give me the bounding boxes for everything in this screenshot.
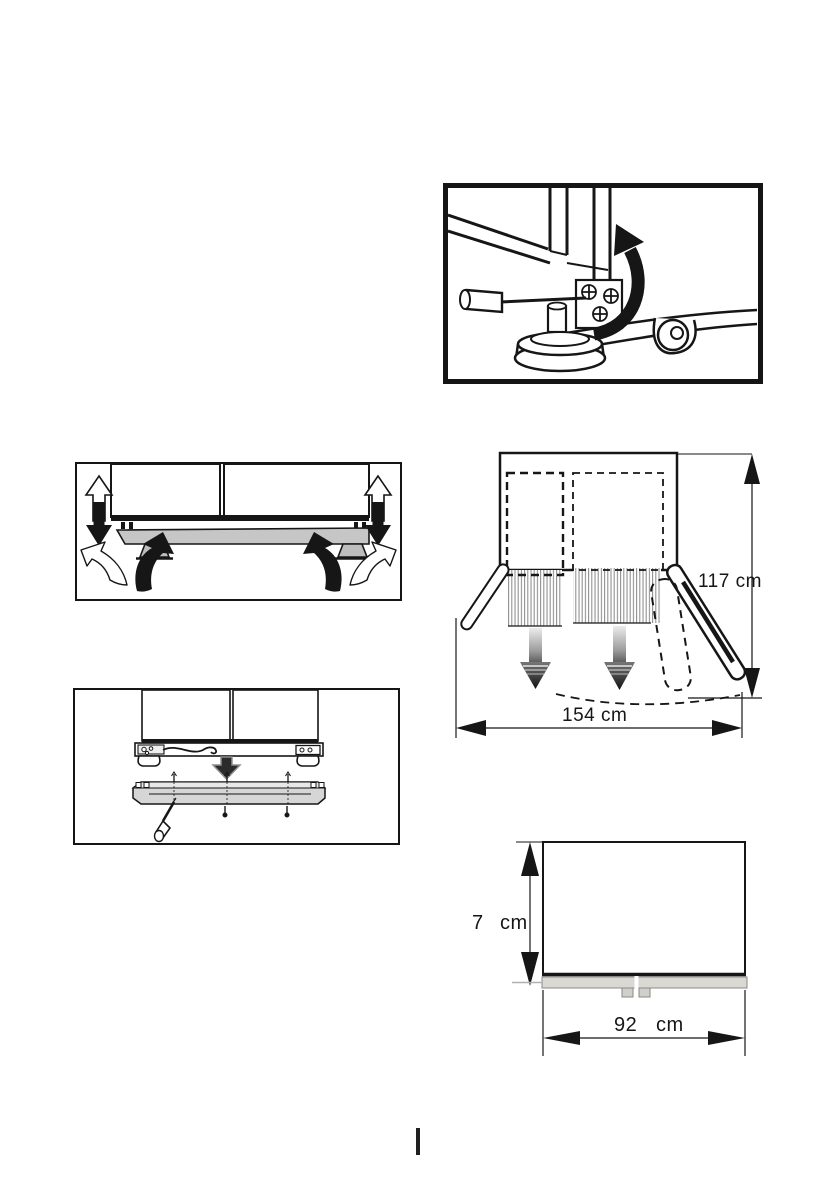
lower-arrow-icon [86,502,112,546]
width-dimension [456,618,742,738]
open-door-left [459,562,511,631]
rotate-ccw-hollow-arrow-icon [81,542,127,585]
figure-leveling-feet [75,462,402,601]
figure-base-cover-install [73,688,400,845]
leveling-feet-drawing [77,464,400,599]
figure-foot-adjustment [443,183,763,384]
height-dimension-unit: cm [500,912,528,934]
page-footer-separator [416,1128,420,1155]
fridge-base-bar [135,743,323,756]
door-sweep-shading [508,568,661,626]
height-dimension-label: 117 cm [698,571,762,592]
door-clearance-drawing [450,448,775,753]
foot-adjustment-drawing [448,188,758,379]
installation-niche-drawing [450,830,775,1065]
width-dimension [543,990,745,1056]
airflow-arrow-icon [604,626,635,690]
niche-outline [543,842,745,975]
leveling-foot [515,332,605,371]
caster-wheel-icon [654,318,696,353]
height-dimension [677,454,762,698]
height-dimension [472,842,543,986]
figure-installation-niche [450,830,775,1065]
fridge-doors [111,464,369,521]
base-strip [542,976,747,997]
width-dimension-unit: cm [656,1014,684,1036]
screw-icon [223,806,289,817]
width-dimension-value: 92 [614,1014,638,1036]
figure-door-open-clearance [450,448,775,753]
airflow-arrow-icon [520,628,551,689]
width-dimension-label: 154 cm [562,705,628,726]
fridge-doors [142,690,318,743]
cabinet-outline [500,453,677,570]
base-cover-drawing [75,690,398,843]
height-dimension-value: 7 [472,912,484,934]
